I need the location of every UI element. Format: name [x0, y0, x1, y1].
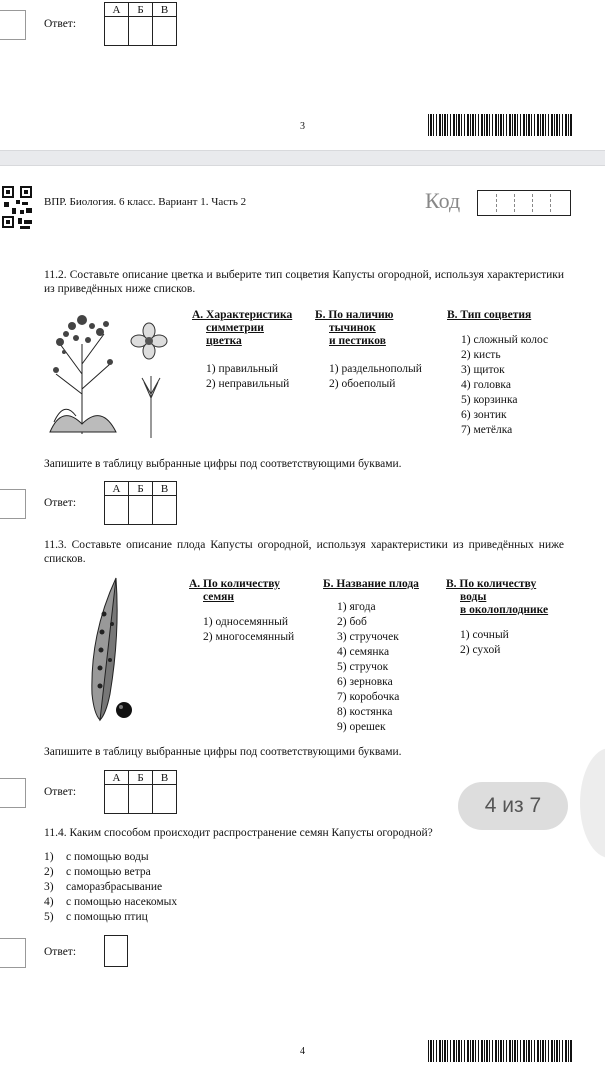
column-a-title: А. Характеристика симметрии цветка: [192, 309, 293, 347]
option-item: 1) с помощью воды: [44, 851, 149, 863]
answer-table: [104, 2, 177, 46]
table-header-v: В: [153, 3, 177, 17]
column-v-title: В. По количеству воды в околоплоднике: [446, 578, 549, 616]
list-item: 1) правильный: [206, 363, 279, 375]
answer-cell[interactable]: [153, 785, 177, 814]
table-header-v: В: [153, 771, 177, 785]
qr-code-icon: [0, 184, 34, 232]
list-item: 5) корзинка: [461, 394, 518, 406]
column-b-title: Б. По наличию тычинок и пестиков: [315, 309, 394, 347]
cabbage-plant-illustration: [42, 304, 122, 440]
list-item: 2) многосемянный: [203, 631, 295, 643]
table-header-a: А: [105, 771, 129, 785]
table-header-b: Б: [129, 771, 153, 785]
pod-fruit-illustration: [76, 574, 140, 726]
column-b-fruit-name: [323, 578, 443, 735]
list-item: 9) орешек: [337, 721, 386, 733]
list-item: 6) зерновка: [337, 676, 393, 688]
table-header-a: А: [105, 3, 129, 17]
table-header-b: Б: [129, 482, 153, 496]
answer-cell[interactable]: [129, 785, 153, 814]
list-item: 7) коробочка: [337, 691, 400, 703]
list-item: 1) сложный колос: [461, 334, 549, 346]
barcode: [428, 114, 572, 136]
question-11-4-prompt: 11.4. Каким способом происходит распространение семян Капусты огородной?: [44, 827, 433, 839]
answer-margin-box: [0, 938, 26, 968]
instruction-text: Запишите в таблицу выбранные цифры под соответствующими буквами.: [44, 458, 402, 470]
flower-section-illustration: [138, 374, 164, 438]
list-item: 2) обоеполый: [329, 378, 396, 390]
page-counter-badge: 4 из 7: [458, 782, 568, 830]
column-b-title: Б. Название плода: [323, 578, 419, 590]
list-item: 2) неправильный: [206, 378, 290, 390]
list-item: 1) односемянный: [203, 616, 289, 628]
answer-cell[interactable]: [153, 17, 177, 46]
answer-cell[interactable]: [105, 496, 129, 525]
page-number: 3: [300, 121, 305, 132]
column-a-title: А. По количеству семян: [189, 578, 280, 603]
page-divider: [0, 150, 605, 166]
answer-margin-box: [0, 10, 26, 40]
list-item: 6) зонтик: [461, 409, 507, 421]
column-a-seed-count: [189, 578, 319, 645]
instruction-text: Запишите в таблицу выбранные цифры под соответствующими буквами.: [44, 746, 402, 758]
column-b-stamens: [315, 309, 440, 392]
answer-cell[interactable]: [153, 496, 177, 525]
list-item: 2) кисть: [461, 349, 501, 361]
column-a-symmetry: [192, 309, 312, 392]
answer-cell[interactable]: [105, 785, 129, 814]
flower-diagram-illustration: [130, 322, 168, 360]
column-v-water: [446, 578, 576, 658]
kod-label: Код: [425, 188, 461, 213]
page-number: 4: [300, 1046, 305, 1057]
answer-label: Ответ:: [44, 497, 77, 509]
kod-input-box[interactable]: [477, 190, 571, 216]
options-list: [44, 850, 177, 925]
list-item: 3) стручочек: [337, 631, 399, 643]
answer-cell[interactable]: [105, 17, 129, 46]
answer-label: Ответ:: [44, 786, 77, 798]
option-item: 5) с помощью птиц: [44, 911, 148, 923]
list-item: 1) раздельнополый: [329, 363, 422, 375]
question-11-2-prompt: 11.2. Составьте описание цветка и выберите тип соцветия Капусты огородной, используя характеристики из приведённых ниже списков.: [44, 269, 564, 295]
list-item: 8) костянка: [337, 706, 393, 718]
answer-table: [104, 481, 177, 525]
list-item: 2) боб: [337, 616, 367, 628]
table-header-v: В: [153, 482, 177, 496]
list-item: 3) щиток: [461, 364, 505, 376]
list-item: 2) сухой: [460, 644, 501, 656]
list-item: 7) метёлка: [461, 424, 513, 436]
list-item: 4) головка: [461, 379, 511, 391]
option-item: 2) с помощью ветра: [44, 866, 151, 878]
question-11-3-prompt: 11.3. Составьте описание плода Капусты огородной, используя характеристики из приведённых ниже списков.: [44, 539, 564, 565]
column-v-title: В. Тип соцветия: [447, 309, 532, 321]
option-item: 3) саморазбрасывание: [44, 881, 163, 893]
option-item: 4) с помощью насекомых: [44, 896, 178, 908]
answer-cell[interactable]: [129, 496, 153, 525]
answer-margin-box: [0, 489, 26, 519]
scroll-edge-overlay: [580, 748, 605, 858]
table-header-a: А: [105, 482, 129, 496]
answer-table: [104, 770, 177, 814]
answer-margin-box: [0, 778, 26, 808]
list-item: 1) сочный: [460, 629, 509, 641]
column-v-inflorescence: [447, 309, 577, 438]
answer-label: Ответ:: [44, 946, 77, 958]
answer-label: Ответ:: [44, 18, 77, 30]
barcode: [428, 1040, 572, 1062]
page-header-title: ВПР. Биология. 6 класс. Вариант 1. Часть 2: [44, 196, 247, 208]
table-header-b: Б: [129, 3, 153, 17]
answer-single-cell[interactable]: [104, 935, 128, 967]
list-item: 5) стручок: [337, 661, 389, 673]
list-item: 4) семянка: [337, 646, 390, 658]
list-item: 1) ягода: [337, 601, 376, 613]
answer-cell[interactable]: [129, 17, 153, 46]
